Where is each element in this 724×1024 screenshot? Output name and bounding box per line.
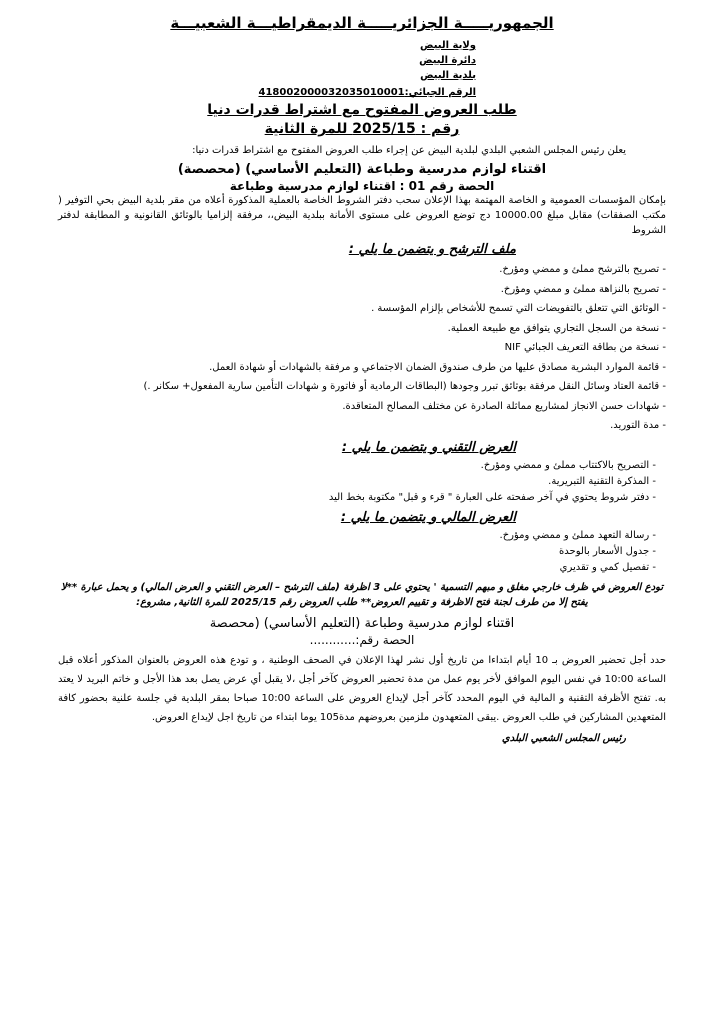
list-item: - شهادات حسن الانجاز لمشاريع مماثلة الصادرة عن مختلف المصالح المتعاقدة. [58,397,666,417]
lot-title: الحصة رقم 01 : اقتناء لوازم مدرسية وطباعة [229,179,495,193]
tax-number: الرقم الجبائي:418002000032035010001 [258,87,476,98]
financial-list [58,528,666,576]
republic-header: الجمهوريـــــة الجزائريـــــة الديمقراطيـــة الشعبيـــة [170,14,554,32]
wilaya-label: ولاية البيض [420,40,476,51]
list-item: - الوثائق التي تتعلق بالتفويضات التي تسمح للأشخاص بإلزام المؤسسة . [58,299,666,319]
list-item: - دفتر شروط يحتوي في آخر صفحته على العبارة " قرء و قبل" مكتوبة بخط اليد [58,490,666,506]
submission-note: تودع العروض في ظرف خارجي مغلق و مبهم التسمية ' يحتوي على 3 اظرفة (ملف الترشح – العرض التقني و العرض المالي) و يحمل عبارة **لا يفتح إلا من طرف لجنة فتح الاظرفة و تقييم العروض** طلب العروض رقم 2025/15 للمرة الثانية, مشروع: [60,581,664,608]
lot-placeholder: الحصة رقم:............ [309,632,415,647]
list-item: - مدة التوريد. [58,416,666,436]
daira-label: دائرة البيض [419,55,476,66]
list-item: - نسخة من السجل التجاري يتوافق مع طبيعة العملية. [58,319,666,339]
list-item: - تصريح بالنزاهة مملئ و ممضي ومؤرخ. [58,280,666,300]
deadline-paragraph: حدد أجل تحضير العروض بـ 10 أيام ابتداءا من تاريخ أول نشر لهذا الإعلان في الصحف الوطنية ، و تودع هذه العروض بالعنوان المذكور أعلاه قبل الساعة 10:00 في نفس اليوم الموافق لأخر يوم عمل من مدة تحضير العروض كآخر أجل ،لا يقبل أي عرض يصل بعد هذا الأجل و خاتم البريد لا يعتد به. تفتح الأظرفة التقنية و المالية في اليوم المحدد كآخر أجل لإيداع العروض على الساعة 10:00 صباحا بمقر البلدية في جلسة علنية بحضور كافة المتعهدين المشاركين في طلب العروض .يبقى المتعهدون ملزمين بعروضهم مدة105 يوما ابتداء من تاريخ اجل لإيداع العروض. [58,654,667,723]
list-item: - قائمة العتاد وسائل النقل مرفقة بوثائق تبرر وجودها (البطاقات الرمادية أو فاتورة و شهادات التأمين سارية المفعول+ سكانر .) [58,377,666,397]
list-item: - جدول الأسعار بالوحدة [58,544,666,560]
subject-title: اقتناء لوازم مدرسية وطباعة (التعليم الأساسي) (محصصة) [177,162,547,177]
intro-text: يعلن رئيس المجلس الشعبي البلدي لبلدية البيض عن إجراء طلب العروض المفتوح مع اشتراط قدرات دنيا: [192,145,626,156]
eligibility-paragraph: بإمكان المؤسسات العمومية و الخاصة المهتمة بهذا الإعلان سحب دفتر الشروط الخاصة بالعملية المذكورة أعلاه من مقر بلدية البيض بحي التوفير ( مكتب الصفقات) مقابل مبلغ 10000.00 دج توضع العروض على مستوى الأمانة ببلدية البيض،، مرفقة إلزاميا بالوثائق القانونية و المطابقة لدفتر الشروط [58,195,667,236]
list-item: - نسخة من بطاقة التعريف الجبائي NIF [58,338,666,358]
technical-heading: العرض التقني و يتضمن ما يلي : [341,439,516,455]
list-item: - تصريح بالترشح مملئ و ممضي ومؤرخ. [58,260,666,280]
tender-title: طلب العروض المفتوح مع اشتراط قدرات دنيا [207,102,517,118]
candidature-list [58,260,666,436]
tender-number: رقم : 2025/15 للمرة الثانية [264,121,460,137]
technical-list [58,458,666,506]
subject-title-repeat: اقتناء لوازم مدرسية وطباعة (التعليم الأساسي) (محصصة [209,615,515,631]
list-item: - رسالة التعهد مملئ و ممضي ومؤرخ. [58,528,666,544]
candidature-heading: ملف الترشح و يتضمن ما يلي : [348,242,516,257]
financial-heading: العرض المالي و يتضمن ما يلي : [340,509,516,525]
list-item: - قائمة الموارد البشرية مصادق عليها من طرف صندوق الضمان الاجتماعي و مرفقة بالشهادات أو شهادة العمل. [58,358,666,378]
commune-label: بلدية البيض [420,70,476,81]
list-item: - تفصيل كمي و تقديري [58,560,666,576]
list-item: - التصريح بالاكتتاب مملئ و ممضي ومؤرخ. [58,458,666,474]
list-item: - المذكرة التقنية التبريرية. [58,474,666,490]
signature-line: رئيس المجلس الشعبي البلدي [501,732,626,744]
